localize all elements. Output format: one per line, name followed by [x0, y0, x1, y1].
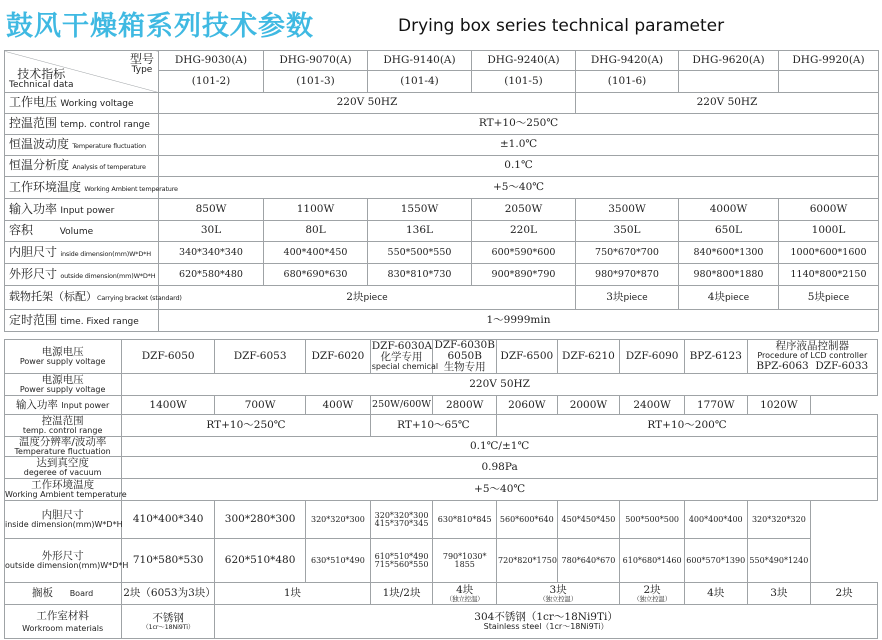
title-english: Drying box series technical parameter [398, 16, 725, 36]
title-chinese: 鼓风干燥箱系列技术参数 [6, 11, 314, 42]
power-value: 6000W [779, 199, 879, 221]
outer-value: 720*820*1750 [497, 539, 558, 583]
t2-ambient-row [5, 479, 878, 501]
board-value: 2块 [811, 583, 878, 605]
temp-range-value: RT+10～250℃ [159, 114, 879, 135]
board-value: 3块 [747, 583, 811, 605]
temp-range-value: RT+10～250℃ [122, 415, 371, 437]
row-label: 工作室材料 Workroom materials [5, 605, 122, 639]
power-value: 1770W [684, 396, 747, 415]
ambient-value: +5～40℃ [122, 479, 878, 501]
row-label: 恒温波动度 Temperature fluctuation [5, 135, 159, 156]
row-label: 载物托架（标配）Carrying bracket (standard) [5, 286, 159, 310]
t2-model: DZF-6090 [620, 340, 685, 374]
t2-model-chemical: DZF-6030A 化学专用 special chemical [370, 340, 433, 374]
t2-voltage-row [5, 374, 878, 396]
inner-value: 300*280*300 [215, 501, 306, 539]
t2-power-row [5, 396, 878, 415]
volume-value: 136L [368, 221, 472, 242]
power-value: 1400W [122, 396, 215, 415]
voltage-value: 220V 50HZ [576, 93, 879, 114]
t1-model-row [5, 51, 879, 71]
board-value: 1块 [215, 583, 371, 605]
inner-value: 320*320*300 [306, 501, 371, 539]
tech-label-zh: 技术指标 [17, 66, 66, 81]
row-label: 外形尺寸 outside dimension(mm)W*D*H [5, 264, 159, 286]
t2-resolution-row [5, 437, 878, 457]
volume-value: 350L [576, 221, 679, 242]
inner-value: 630*810*845 [433, 501, 497, 539]
t2-lcd-controller-header: 程序液晶控制器 Procedure of LCD controller BPZ-6063 DZF-6033 [747, 340, 877, 374]
tech-label-en: Technical data [9, 79, 74, 90]
row-label: 工作环境温度 Working Ambient temperature [5, 479, 127, 500]
t1-timer-row [5, 310, 879, 332]
t2-material-row [5, 605, 878, 639]
t1-temp-range-row [5, 114, 879, 135]
t1-voltage-row [5, 93, 879, 114]
t1-bracket-row [5, 286, 879, 310]
row-label: 输入功率 Input power [5, 396, 122, 415]
t1-model: DHG-9140(A) [368, 51, 472, 71]
t1-sub-model: (101-6) [576, 71, 679, 93]
board-value: 4块 [684, 583, 747, 605]
t2-outer-row [5, 539, 878, 583]
board-value: 2块 （独立控温） [620, 583, 685, 605]
outer-value: 980*970*870 [576, 264, 679, 286]
row-label: 内胆尺寸 inside dimension(mm)W*D*H [5, 501, 122, 539]
outer-value: 980*800*1880 [679, 264, 779, 286]
inner-value: 840*600*1300 [679, 242, 779, 264]
t1-sub-model [679, 71, 779, 93]
row-label: 容积 Volume [5, 221, 159, 242]
fluct-value: ±1.0℃ [159, 135, 879, 156]
t2-inner-row [5, 501, 878, 539]
inner-value: 400*400*400 [684, 501, 747, 539]
t1-model: DHG-9620(A) [679, 51, 779, 71]
inner-value: 410*400*340 [122, 501, 215, 539]
power-value: 850W [159, 199, 264, 221]
inner-value: 500*500*500 [620, 501, 685, 539]
outer-value: 620*580*480 [159, 264, 264, 286]
t2-model-row [5, 340, 878, 374]
t2-model: BPZ-6123 [684, 340, 747, 374]
type-label-zh: 型号 [129, 52, 154, 66]
timer-value: 1～9999min [159, 310, 879, 332]
inner-value: 750*670*700 [576, 242, 679, 264]
outer-value: 610*680*1460 [620, 539, 685, 583]
t1-model: DHG-9920(A) [779, 51, 879, 71]
outer-value: 710*580*530 [122, 539, 215, 583]
t1-sub-model: (101-2) [159, 71, 264, 93]
t2-temp-range-row [5, 415, 878, 437]
row-label: 搁板 Board [5, 583, 122, 605]
resolution-value: 0.1℃/±1℃ [122, 437, 878, 457]
inner-value: 340*340*340 [159, 242, 264, 264]
outer-value: 790*1030* 1855 [433, 539, 497, 583]
t2-model: DZF-6020 [306, 340, 371, 374]
analysis-value: 0.1℃ [159, 156, 879, 177]
temp-range-value: RT+10～65℃ [370, 415, 496, 437]
board-value: 2块（6053为3块） [122, 583, 215, 605]
inner-value: 450*450*450 [557, 501, 620, 539]
row-label: 达到真空度 degeree of vacuum [5, 457, 122, 479]
power-value: 2400W [620, 396, 685, 415]
power-value: 2000W [557, 396, 620, 415]
outer-value: 610*510*490 715*560*550 [370, 539, 433, 583]
ambient-value: +5～40℃ [159, 177, 879, 199]
temp-range-value: RT+10～200℃ [497, 415, 878, 437]
power-value: 400W [306, 396, 371, 415]
bracket-value: 2块piece [159, 286, 576, 310]
volume-value: 80L [264, 221, 368, 242]
volume-value: 30L [159, 221, 264, 242]
power-value: 250W/600W [370, 396, 433, 415]
row-label: 电源电压 Power supply voltage [5, 374, 122, 396]
bracket-value: 4块piece [679, 286, 779, 310]
t1-inner-row [5, 242, 879, 264]
power-value: 2050W [472, 199, 576, 221]
t2-model: DZF-6500 [497, 340, 558, 374]
t1-fluct-row [5, 135, 879, 156]
power-value: 2060W [497, 396, 558, 415]
voltage-value: 220V 50HZ [159, 93, 576, 114]
row-label: 定时范围 time. Fixed range [5, 310, 159, 332]
bracket-value: 3块piece [576, 286, 679, 310]
outer-value: 550*490*1240 [747, 539, 811, 583]
t1-sub-model [779, 71, 879, 93]
volume-value: 650L [679, 221, 779, 242]
outer-value: 630*510*490 [306, 539, 371, 583]
power-value: 1100W [264, 199, 368, 221]
row-label: 内胆尺寸 inside dimension(mm)W*D*H [5, 242, 159, 264]
inner-value: 600*590*600 [472, 242, 576, 264]
volume-value: 1000L [779, 221, 879, 242]
vacuum-oven-spec-table [4, 339, 878, 639]
t1-outer-row [5, 264, 879, 286]
t2-model: DZF-6050 [122, 340, 215, 374]
inner-value: 550*500*550 [368, 242, 472, 264]
power-value: 700W [215, 396, 306, 415]
power-value: 4000W [679, 199, 779, 221]
t1-analysis-row [5, 156, 879, 177]
row-label: 工作电压 Working voltage [5, 93, 159, 114]
inner-value: 320*320*300 415*370*345 [370, 501, 433, 539]
outer-value: 620*510*480 [215, 539, 306, 583]
t2-model-bio: DZF-6030B 6050B 生物专用 [434, 339, 495, 374]
row-label: 恒温分析度 Analysis of temperature [5, 156, 159, 177]
power-value: 2800W [433, 396, 497, 415]
row-label: 工作环境温度 Working Ambient temperature [5, 177, 159, 199]
row-label: 控温范围 temp. control range [5, 114, 159, 135]
power-value: 1550W [368, 199, 472, 221]
row-label: 控温范围 temp. control range [5, 415, 122, 437]
inner-value: 400*400*450 [264, 242, 368, 264]
material-value: 不锈钢 （1cr～18Ni9Ti） [122, 605, 215, 639]
t1-ambient-row [5, 177, 879, 199]
t1-volume-row [5, 221, 879, 242]
t2-vacuum-row [5, 457, 878, 479]
t1-corner-header [5, 51, 159, 93]
outer-value: 1140*800*2150 [779, 264, 879, 286]
volume-value: 220L [472, 221, 576, 242]
material-value: 304不锈钢（1cr～18Ni9Ti） Stainless steel（1cr～18Ni9Ti） [215, 605, 878, 639]
board-value: 1块/2块 [370, 583, 433, 605]
inner-value: 1000*600*1600 [779, 242, 879, 264]
t1-model: DHG-9030(A) [159, 51, 264, 71]
outer-value: 830*810*730 [368, 264, 472, 286]
t1-model: DHG-9070(A) [264, 51, 368, 71]
t2-corner-header: 电源电压 Power supply voltage [5, 340, 122, 374]
outer-value: 780*640*670 [557, 539, 620, 583]
vacuum-value: 0.98Pa [122, 457, 878, 479]
t2-model: DZF-6210 [557, 340, 620, 374]
t1-sub-model: (101-5) [472, 71, 576, 93]
t1-model: DHG-9240(A) [472, 51, 576, 71]
outer-value: 680*690*630 [264, 264, 368, 286]
outer-value: 600*570*1390 [684, 539, 747, 583]
board-value: 3块 （独立控温） [497, 583, 620, 605]
power-value: 1020W [747, 396, 811, 415]
power-value: 3500W [576, 199, 679, 221]
t1-sub-model: (101-3) [264, 71, 368, 93]
t1-model: DHG-9420(A) [576, 51, 679, 71]
row-label: 输入功率 Input power [5, 199, 159, 221]
inner-value: 320*320*320 [747, 501, 811, 539]
board-value: 4块 （独立控温） [433, 583, 497, 605]
t2-board-row [5, 583, 878, 605]
outer-value: 900*890*790 [472, 264, 576, 286]
row-label: 外形尺寸 outside dimension(mm)W*D*H [5, 539, 122, 583]
type-label-en: Type [131, 64, 153, 75]
t1-power-row [5, 199, 879, 221]
t2-model: DZF-6053 [215, 340, 306, 374]
t1-sub-model: (101-4) [368, 71, 472, 93]
voltage-value: 220V 50HZ [122, 374, 878, 396]
drying-box-spec-table [4, 50, 879, 332]
row-label: 温度分辨率/波动率 Temperature fluctuation [5, 437, 122, 457]
inner-value: 560*600*640 [497, 501, 558, 539]
bracket-value: 5块piece [779, 286, 879, 310]
